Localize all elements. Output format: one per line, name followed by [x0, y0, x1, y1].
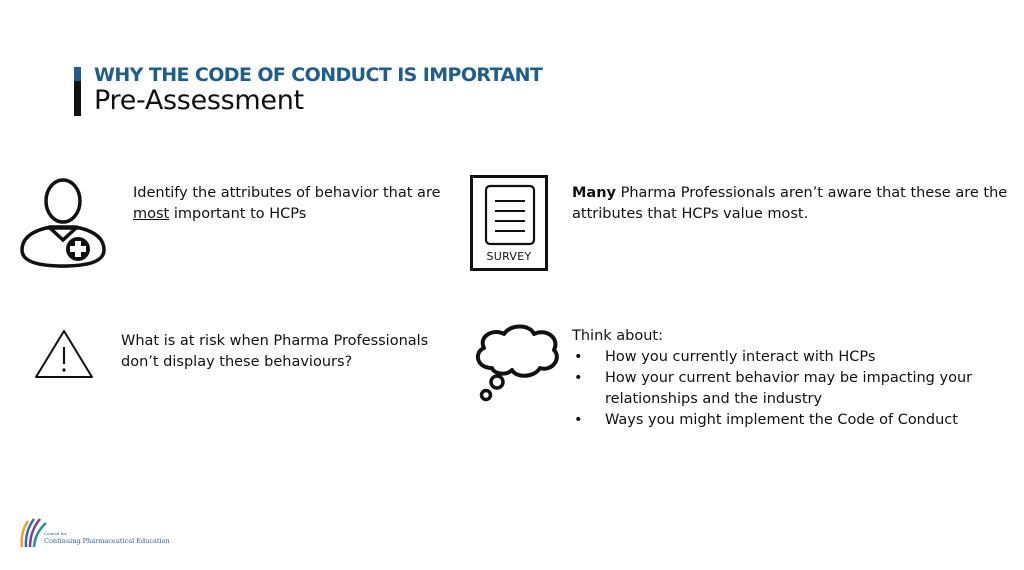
block2-line1 — [572, 183, 1012, 204]
survey-document-icon — [484, 184, 536, 246]
logo-text: Continuing Pharmaceutical Education — [44, 537, 170, 545]
block1-emphasis: most — [133, 206, 170, 222]
block1-line1: Identify the attributes of behavior that are — [133, 185, 441, 201]
block3-line2: don’t display these behaviours? — [121, 354, 353, 370]
section-kicker: WHY THE CODE OF CONDUCT IS IMPORTANT — [94, 64, 543, 86]
warning-icon — [33, 328, 95, 380]
list-item: • How you currently interact with HCPs — [572, 347, 1012, 368]
block3-line1: What is at risk when Pharma Professionals — [121, 333, 429, 349]
list-item: • How your current behavior may be impacting your relationships and the industry — [572, 368, 977, 410]
survey-icon — [470, 175, 548, 271]
block2-bold: Many — [572, 185, 616, 201]
page-title: Pre-Assessment — [94, 85, 304, 116]
block4-bullet-list — [572, 347, 1012, 431]
survey-label: SURVEY — [486, 250, 532, 263]
block1-line2-rest: important to HCPs — [169, 206, 307, 222]
block1-text — [133, 183, 453, 225]
block2-line2: attributes that HCPs value most. — [572, 206, 809, 222]
block3-text — [121, 331, 451, 373]
block2-text — [572, 183, 1012, 225]
block4-text — [572, 326, 1012, 431]
title-accent-bar — [74, 67, 81, 116]
block2-line1-rest: Pharma Professionals aren’t aware that these are the — [616, 185, 1008, 201]
healthcare-professional-icon — [20, 176, 106, 270]
block4-intro: Think about: — [572, 328, 663, 344]
thought-bubble-icon — [472, 322, 562, 404]
list-item: • Ways you might implement the Code of Conduct — [572, 410, 1012, 431]
logo-small-text: Council for — [44, 531, 67, 536]
block1-line2 — [133, 204, 453, 225]
